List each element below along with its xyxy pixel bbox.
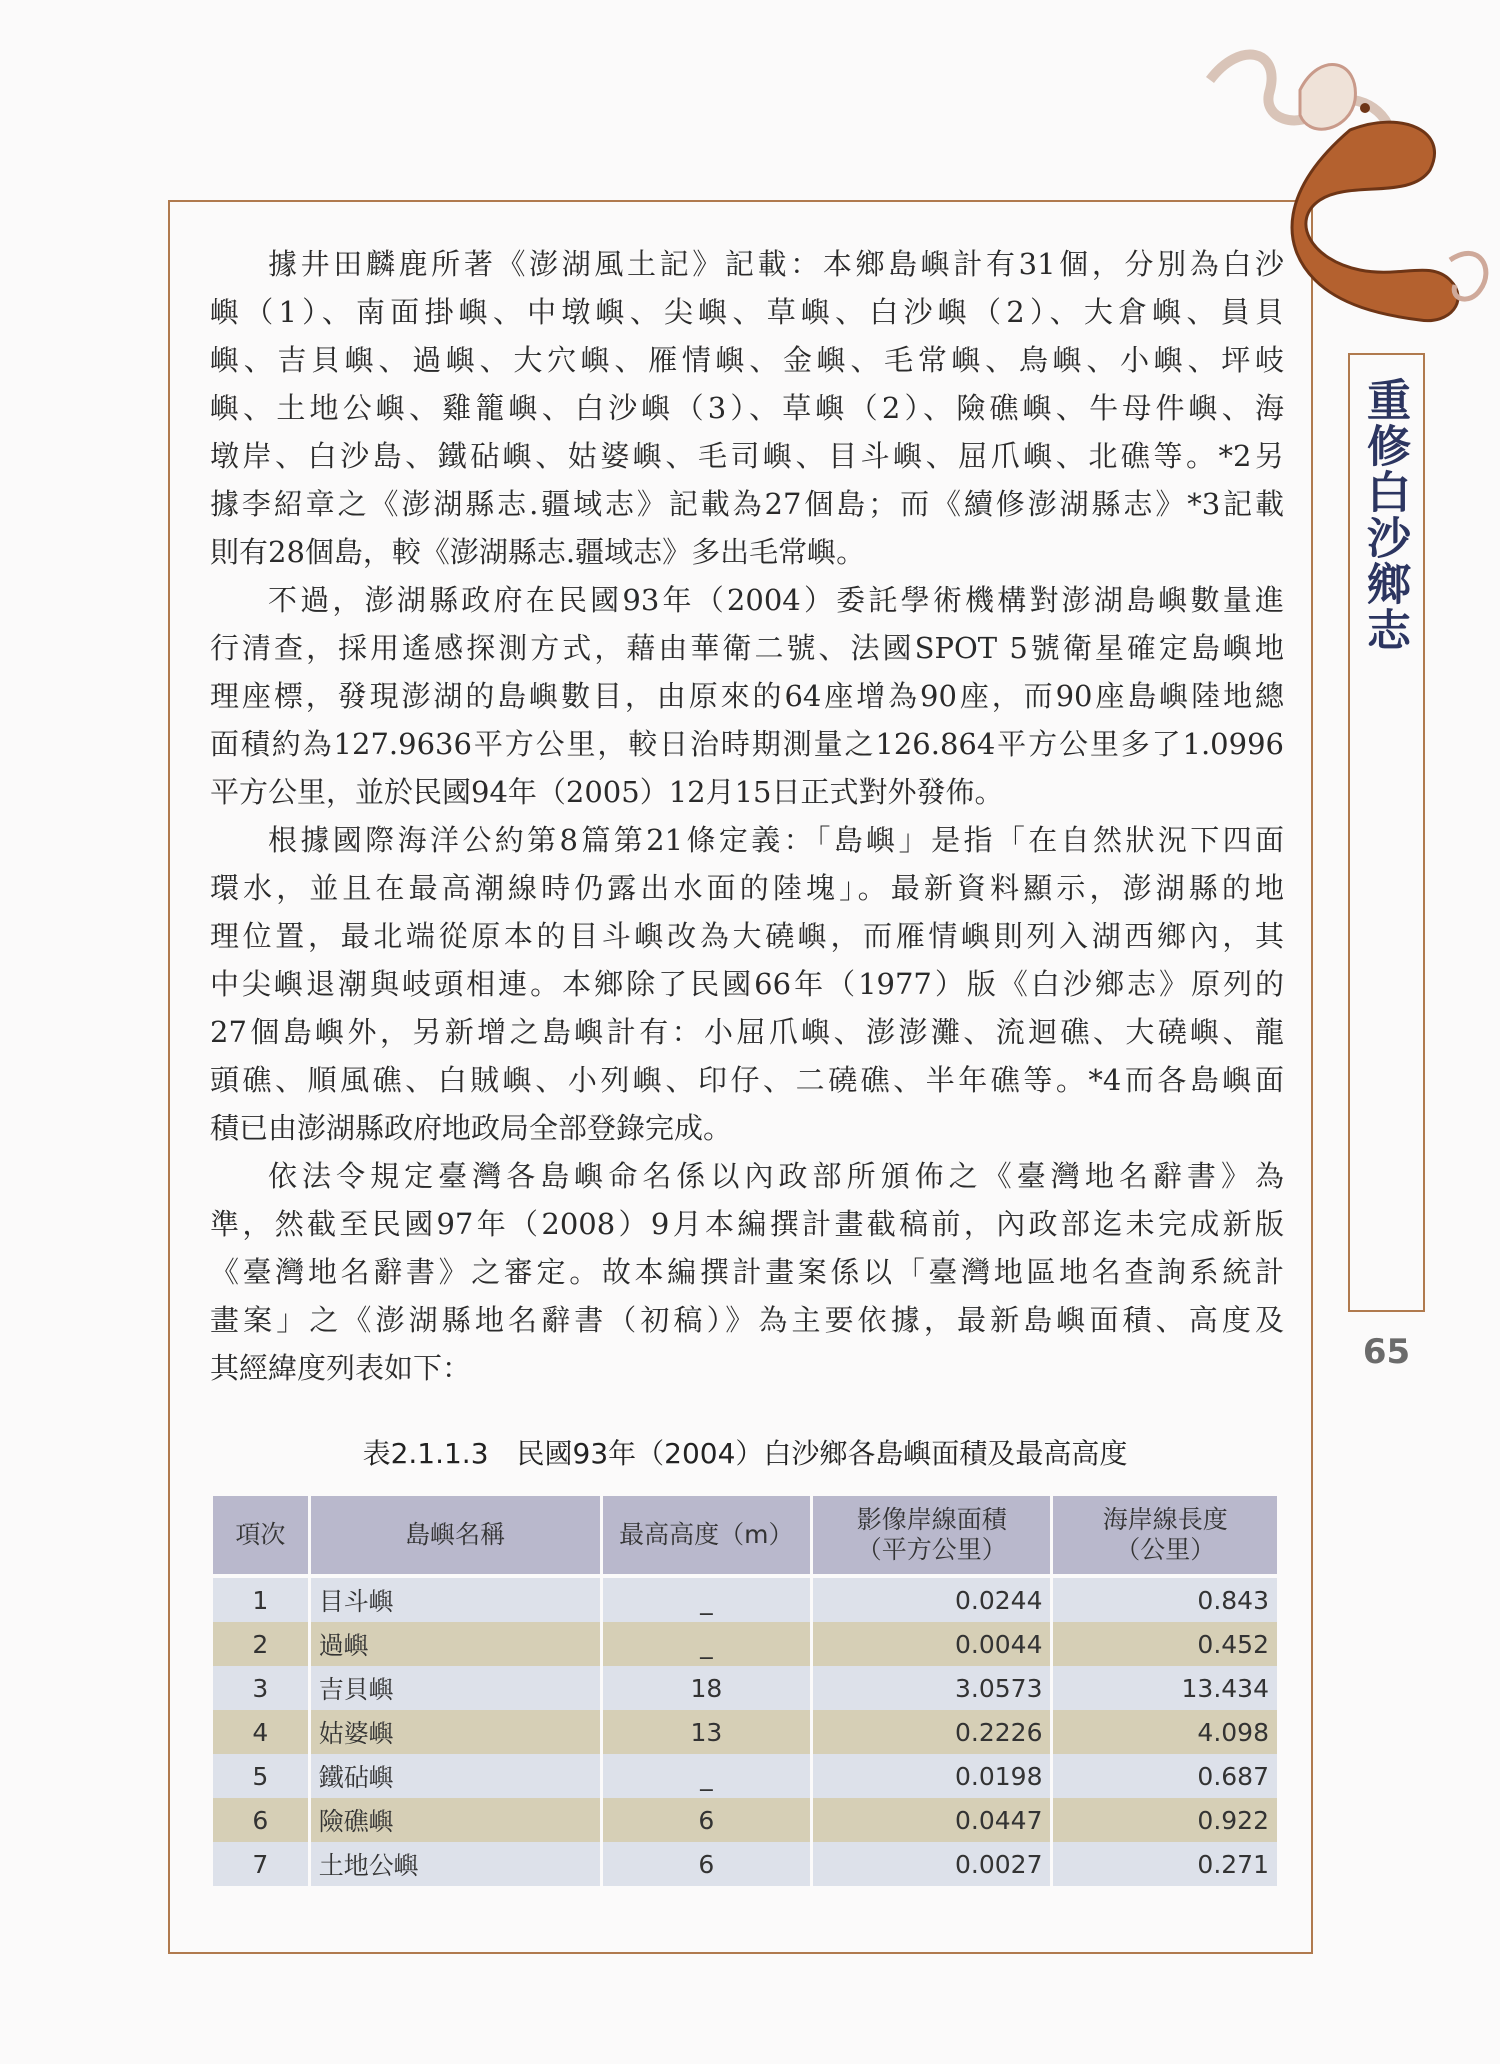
text-line: 環水，並且在最高潮線時仍露出水面的陸塊」。最新資料顯示，澎湖縣的地 xyxy=(210,871,1284,905)
table-cell: 0.843 xyxy=(1053,1578,1277,1622)
table-cell: 0.0447 xyxy=(813,1798,1050,1842)
table-row xyxy=(213,1666,1277,1710)
text-line: 理座標，發現澎湖的島嶼數目，由原來的64座增為90座，而90座島嶼陸地總 xyxy=(210,679,1284,713)
table-cell: 6 xyxy=(213,1798,308,1842)
island-table xyxy=(210,1496,1280,1886)
text-line: 依法令規定臺灣各島嶼命名係以內政部所頒佈之《臺灣地名辭書》為 xyxy=(268,1159,1284,1193)
column-header: 海岸線長度 （公里） xyxy=(1053,1496,1277,1578)
table-row xyxy=(213,1578,1277,1622)
table-cell: 鐵砧嶼 xyxy=(311,1754,600,1798)
paragraph xyxy=(210,576,1284,816)
chapter-side-tab xyxy=(1348,353,1425,1312)
text-line: 理位置，最北端從原本的目斗嶼改為大磽嶼，而雁情嶼則列入湖西鄉內，其 xyxy=(210,919,1284,953)
table-cell: 3.0573 xyxy=(813,1666,1050,1710)
table-cell: 3 xyxy=(213,1666,308,1710)
table-cell: 目斗嶼 xyxy=(311,1578,600,1622)
table-cell: 2 xyxy=(213,1622,308,1666)
table-cell: 4 xyxy=(213,1710,308,1754)
table-cell: 吉貝嶼 xyxy=(311,1666,600,1710)
text-line: 據李紹章之《澎湖縣志.疆域志》記載為27個島；而《續修澎湖縣志》*3記載 xyxy=(210,487,1284,521)
table-cell: 5 xyxy=(213,1754,308,1798)
table-cell: 0.2226 xyxy=(813,1710,1050,1754)
text-line: 頭礁、順風礁、白賊嶼、小列嶼、印仔、二磽礁、半年礁等。*4而各島嶼面 xyxy=(210,1063,1284,1097)
text-line: 平方公里，並於民國94年（2005）12月15日正式對外發佈。 xyxy=(210,775,1004,809)
table-cell: 6 xyxy=(603,1842,810,1886)
table-cell: 7 xyxy=(213,1842,308,1886)
table-cell: 0.0198 xyxy=(813,1754,1050,1798)
text-line: 嶼、土地公嶼、雞籠嶼、白沙嶼（3）、草嶼（2）、險礁嶼、牛母件嶼、海 xyxy=(210,391,1284,425)
text-line: 嶼（1）、南面掛嶼、中墩嶼、尖嶼、草嶼、白沙嶼（2）、大倉嶼、員貝 xyxy=(210,295,1284,329)
table-cell: _ xyxy=(603,1754,810,1798)
table-cell: 18 xyxy=(603,1666,810,1710)
table-cell: 0.0044 xyxy=(813,1622,1050,1666)
column-header: 島嶼名稱 xyxy=(311,1496,600,1578)
text-line: 準，然截至民國97年（2008）9月本編撰計畫截稿前，內政部迄未完成新版 xyxy=(210,1207,1284,1241)
table-row xyxy=(213,1622,1277,1666)
column-header: 最高高度（m） xyxy=(603,1496,810,1578)
paragraph xyxy=(210,1152,1284,1392)
text-line: 面積約為127.9636平方公里，較日治時期測量之126.864平方公里多了1.0996 xyxy=(210,727,1284,761)
table-row xyxy=(213,1710,1277,1754)
table-cell: 13.434 xyxy=(1053,1666,1277,1710)
paragraph xyxy=(210,240,1284,576)
table-cell: 0.922 xyxy=(1053,1798,1277,1842)
text-line: 積已由澎湖縣政府地政局全部登錄完成。 xyxy=(210,1111,733,1145)
table-row xyxy=(213,1842,1277,1886)
table-cell: 過嶼 xyxy=(311,1622,600,1666)
text-line: 其經緯度列表如下： xyxy=(210,1351,472,1385)
column-header: 影像岸線面積 （平方公里） xyxy=(813,1496,1050,1578)
text-line: 則有28個島，較《澎湖縣志.疆域志》多出毛常嶼。 xyxy=(210,535,866,569)
text-line: 《臺灣地名辭書》之審定。故本編撰計畫案係以「臺灣地區地名查詢系統計 xyxy=(210,1255,1284,1289)
table-cell: 6 xyxy=(603,1798,810,1842)
table-cell: _ xyxy=(603,1578,810,1622)
table-cell: _ xyxy=(603,1622,810,1666)
table-cell: 4.098 xyxy=(1053,1710,1277,1754)
text-line: 畫案」之《澎湖縣地名辭書（初稿）》為主要依據，最新島嶼面積、高度及 xyxy=(210,1303,1284,1337)
table-row xyxy=(213,1798,1277,1842)
table-cell: 姑婆嶼 xyxy=(311,1710,600,1754)
table-cell: 0.452 xyxy=(1053,1622,1277,1666)
table-cell: 土地公嶼 xyxy=(311,1842,600,1886)
table-cell: 險礁嶼 xyxy=(311,1798,600,1842)
table-cell: 0.687 xyxy=(1053,1754,1277,1798)
table-cell: 0.0244 xyxy=(813,1578,1050,1622)
text-line: 不過，澎湖縣政府在民國93年（2004）委託學術機構對澎湖島嶼數量進 xyxy=(268,583,1284,617)
table-caption: 表2.1.1.3 民國93年（2004）白沙鄉各島嶼面積及最高高度 xyxy=(362,1437,1128,1470)
text-line: 27個島嶼外，另新增之島嶼計有：小屈爪嶼、澎澎灘、流迴礁、大磽嶼、龍 xyxy=(210,1015,1284,1049)
table-cell: 1 xyxy=(213,1578,308,1622)
table-cell: 13 xyxy=(603,1710,810,1754)
table-row xyxy=(213,1754,1277,1798)
text-line: 根據國際海洋公約第8篇第21條定義：「島嶼」是指「在自然狀況下四面 xyxy=(268,823,1284,857)
text-line: 行清查，採用遙感探測方式，藉由華衛二號、法國SPOT 5號衛星確定島嶼地 xyxy=(210,631,1284,665)
text-line: 嶼、吉貝嶼、過嶼、大穴嶼、雁情嶼、金嶼、毛常嶼、鳥嶼、小嶼、坪岐 xyxy=(210,343,1284,377)
table-cell: 0.0027 xyxy=(813,1842,1050,1886)
table-header-row xyxy=(213,1496,1277,1578)
text-line: 據井田麟鹿所著《澎湖風土記》記載：本鄉島嶼計有31個，分別為白沙 xyxy=(268,247,1284,281)
text-line: 墩岸、白沙島、鐵砧嶼、姑婆嶼、毛司嶼、目斗嶼、屈爪嶼、北礁等。*2另 xyxy=(210,439,1284,473)
column-header: 項次 xyxy=(213,1496,308,1578)
body-text xyxy=(210,240,1284,1392)
paragraph xyxy=(210,816,1284,1152)
page-number: 65 xyxy=(1362,1332,1411,1372)
table-cell: 0.271 xyxy=(1053,1842,1277,1886)
book-title: 重修白沙鄉志 xyxy=(1359,377,1410,653)
text-line: 中尖嶼退潮與岐頭相連。本鄉除了民國66年（1977）版《白沙鄉志》原列的 xyxy=(210,967,1284,1001)
